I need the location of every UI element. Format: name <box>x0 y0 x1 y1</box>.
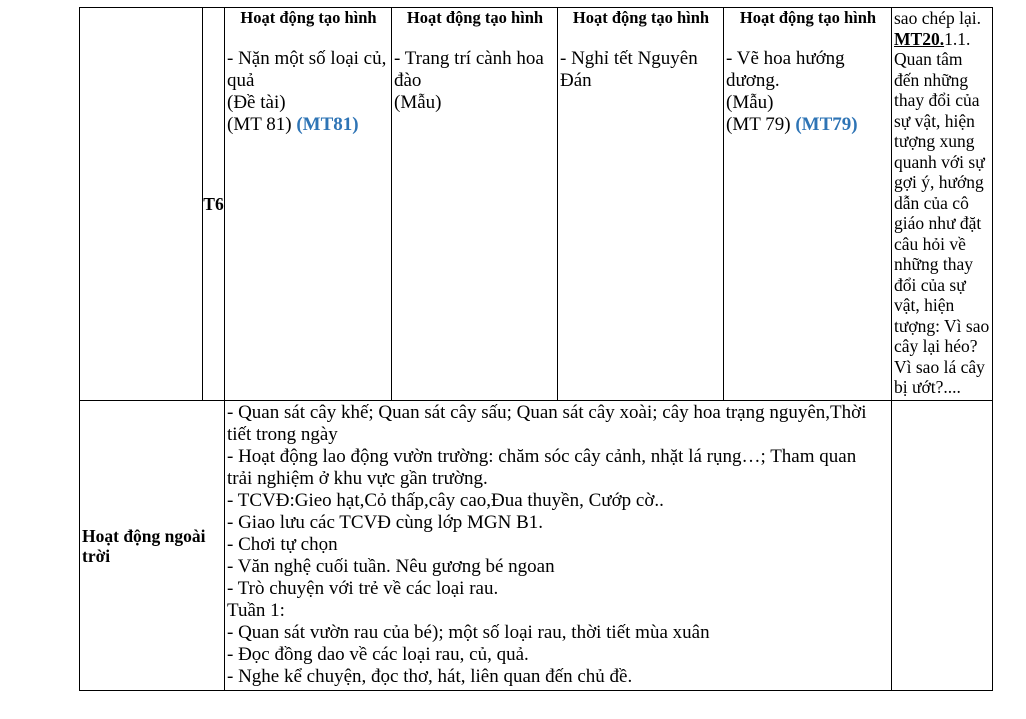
list-item-line: tiết trong ngày <box>227 424 338 445</box>
notes-goal-code-suffix: 1.1. <box>944 28 971 49</box>
activity-line: - Nghỉ tết Nguyên <box>560 48 698 69</box>
notes-line: sao chép lại. <box>894 8 981 28</box>
activity-line: dương. <box>726 70 780 91</box>
activity-line: đào <box>394 70 422 91</box>
activity-cell <box>558 8 724 401</box>
notes-line: bị ướt?.... <box>894 377 961 397</box>
week-label-cell <box>203 8 225 401</box>
notes-line: gợi ý, hướng <box>894 172 984 192</box>
week-label: T6 <box>203 194 224 214</box>
section-label-cell-empty <box>80 8 203 401</box>
notes-cell-empty <box>892 401 993 691</box>
notes-line: đến những <box>894 69 969 90</box>
goal-reference: (MT 81) <box>227 114 292 135</box>
activity-line: - Trang trí cành hoa <box>394 48 544 69</box>
notes-goal-code: MT20. <box>894 28 945 49</box>
list-item <box>227 402 890 446</box>
list-item-line: trải nghiệm ở khu vực gần trường. <box>227 468 488 489</box>
week-heading: Tuần 1: <box>227 600 285 621</box>
notes-line: Vì sao lá cây <box>894 356 985 377</box>
section-label: Hoạt động ngoài trời <box>82 525 206 566</box>
activity-header: Hoạt động tạo hình <box>240 8 377 27</box>
activity-header: Hoạt động tạo hình <box>406 8 544 27</box>
activity-cell <box>225 8 392 401</box>
notes-line: cây lại héo? <box>894 336 978 356</box>
notes-line: những thay <box>894 254 973 274</box>
lesson-plan-table <box>79 7 993 691</box>
table-row-outdoor <box>80 401 993 691</box>
spacer <box>726 28 890 48</box>
list-item-line: - Quan sát cây khế; Quan sát cây sấu; Quan sát cây xoài; cây hoa trạng nguyên,Thời <box>227 402 867 423</box>
activity-line: (Mẫu) <box>394 92 442 113</box>
notes-line: đổi của sự <box>894 274 966 295</box>
list-item: - Nghe kể chuyện, đọc thơ, hát, liên quan đến chủ đề. <box>227 666 633 687</box>
goal-reference-line <box>726 114 890 136</box>
activity-header: Hoạt động tạo hình <box>739 8 877 27</box>
list-item <box>227 446 890 490</box>
list-item: - Đọc đồng dao về các loại rau, củ, quả. <box>227 644 529 665</box>
spacer <box>227 28 390 48</box>
activity-line: (Mẫu) <box>726 92 774 113</box>
spacer <box>560 28 722 48</box>
notes-line: tượng xung <box>894 131 975 151</box>
table-row-t6 <box>80 8 993 401</box>
list-item-line: - Hoạt động lao động vườn trường: chăm sóc cây cảnh, nhặt lá rụng…; Tham quan <box>227 446 857 467</box>
notes-line: quanh với sự <box>894 151 985 172</box>
goal-reference: (MT 79) <box>726 114 791 135</box>
activity-cell <box>724 8 892 401</box>
goal-code: (MT79) <box>795 114 858 135</box>
activity-line: (Đề tài) <box>227 92 286 113</box>
activity-line: - Nặn một số loại củ, <box>227 48 387 69</box>
list-item: - Trò chuyện với trẻ về các loại rau. <box>227 578 499 599</box>
notes-line: vật, hiện <box>894 295 955 315</box>
notes-goal-line <box>894 29 991 50</box>
notes-line: giáo như đặt <box>894 213 982 233</box>
notes-line: câu hỏi về <box>894 233 966 254</box>
list-item: - Giao lưu các TCVĐ cùng lớp MGN B1. <box>227 512 544 533</box>
activity-line: - Vẽ hoa hướng <box>726 48 845 69</box>
list-item: - Quan sát vườn rau của bé); một số loại rau, thời tiết mùa xuân <box>227 622 710 643</box>
list-item: - Văn nghệ cuối tuần. Nêu gương bé ngoan <box>227 556 555 577</box>
notes-cell <box>892 8 993 401</box>
notes-line: tượng: Vì sao <box>894 315 990 336</box>
goal-code: (MT81) <box>296 114 359 135</box>
outdoor-activities-cell <box>225 401 892 691</box>
activity-line: quả <box>227 70 255 91</box>
activity-header: Hoạt động tạo hình <box>572 8 710 27</box>
list-item: - Chơi tự chọn <box>227 534 338 555</box>
section-label-cell <box>80 401 225 691</box>
notes-line: dẫn của cô <box>894 192 969 213</box>
notes-line: thay đổi của <box>894 90 980 110</box>
activity-cell <box>392 8 558 401</box>
goal-reference-line <box>227 114 390 136</box>
notes-line: sự vật, hiện <box>894 110 975 131</box>
list-item: - TCVĐ:Gieo hạt,Cỏ thấp,cây cao,Đua thuyền, Cướp cờ.. <box>227 490 664 511</box>
notes-line: Quan tâm <box>894 49 963 69</box>
spacer <box>394 28 556 48</box>
activity-line: Đán <box>560 70 592 91</box>
